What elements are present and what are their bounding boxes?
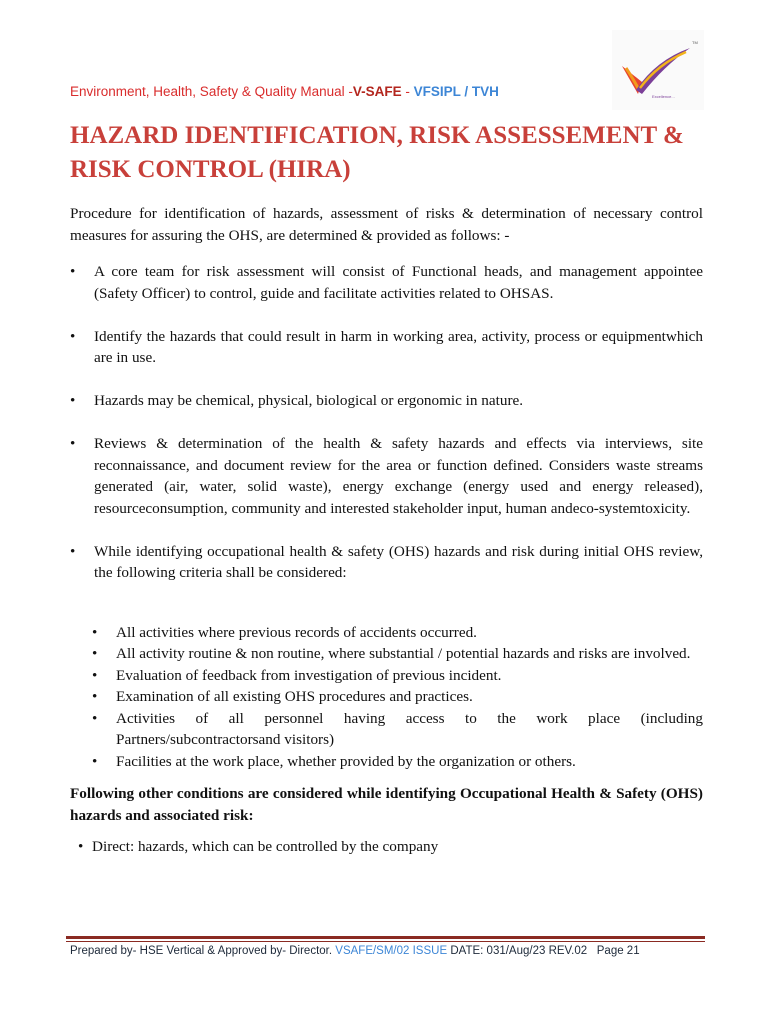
list-item: • Hazards may be chemical, physical, biological or ergonomic in nature. xyxy=(70,390,703,412)
vsafe-label: V-SAFE xyxy=(352,84,402,99)
conditions-list xyxy=(70,836,703,858)
page-footer xyxy=(70,945,710,957)
list-item: • Direct: hazards, which can be controlled by the company xyxy=(70,836,703,858)
logo-tagline: Excellence... xyxy=(652,94,675,99)
list-item: • All activities where previous records of accidents occurred. xyxy=(92,622,703,644)
manual-title: Environment, Health, Safety & Quality Manual - xyxy=(70,84,353,99)
footer-doc-ref: VSAFE/SM/02 ISSUE xyxy=(335,945,448,957)
footer-date-rev: DATE: 031/Aug/23 REV.02 xyxy=(450,945,588,957)
list-item: • A core team for risk assessment will consist of Functional heads, and management appointee (Safety Officer) to control, guide and facilitate activities related to OHSAS. xyxy=(70,261,703,304)
list-item: • Facilities at the work place, whether provided by the organization or others. xyxy=(92,751,703,773)
list-item: • Activities of all personnel having access to the work place (including Partners/subcontractorsand visitors) xyxy=(92,708,703,751)
footer-divider-thin xyxy=(66,941,705,942)
document-body xyxy=(70,203,703,858)
list-item: • Reviews & determination of the health & safety hazards and effects via interviews, site reconnaissance, and document review for the area or function defined. Considers waste streams generated (air, water, solid waste), energy exchange (energy used and energy released), resourceconsumption, community and interested stakeholder input, human andeco-systemtoxicity. xyxy=(70,433,703,519)
list-item: • Evaluation of feedback from investigation of previous incident. xyxy=(92,665,703,687)
list-item: • While identifying occupational health & safety (OHS) hazards and risk during initial OHS review, the following criteria shall be considered: xyxy=(70,541,703,584)
company-logo xyxy=(612,30,704,110)
criteria-list xyxy=(70,622,703,773)
footer-divider xyxy=(66,936,705,939)
intro-paragraph: Procedure for identification of hazards, assessment of risks & determination of necessary control measures for assuring the OHS, are determined & provided as follows: - xyxy=(70,205,703,244)
page-title: HAZARD IDENTIFICATION, RISK ASSESSEMENT & RISK CONTROL (HIRA) xyxy=(70,122,684,183)
header-separator: - xyxy=(401,84,414,99)
org-label: VFSIPL / TVH xyxy=(413,84,499,99)
conditions-heading: Following other conditions are considered while identifying Occupational Health & Safety (OHS) hazards and associated risk: xyxy=(70,785,703,824)
manual-header xyxy=(70,84,499,99)
main-bullet-list xyxy=(70,261,703,584)
list-item: • Identify the hazards that could result in harm in working area, activity, process or equipmentwhich are in use. xyxy=(70,326,703,369)
list-item: • Examination of all existing OHS procedures and practices. xyxy=(92,686,703,708)
footer-page-number: Page 21 xyxy=(596,945,640,957)
footer-prepared: Prepared by- HSE Vertical & Approved by- Director. xyxy=(70,945,333,957)
logo-tm: TM xyxy=(692,40,698,45)
list-item: • All activity routine & non routine, where substantial / potential hazards and risks are involved. xyxy=(92,643,703,665)
